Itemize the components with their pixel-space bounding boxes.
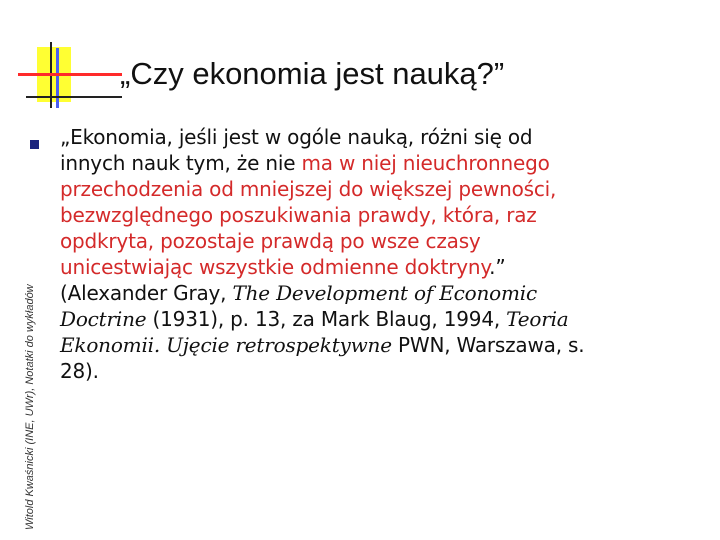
quote-highlight: unicestwiając wszystkie odmienne doktryny [60, 255, 490, 279]
book-title: The Development of Economic [232, 281, 537, 305]
quote-line [60, 176, 715, 202]
quote-line [60, 332, 715, 358]
quote-highlight: opdkryta, pozostaje prawdą po wsze czasy [60, 229, 481, 253]
quote-text: (Alexander Gray, [60, 281, 233, 305]
quote-line [60, 358, 715, 384]
bullet-square-icon [30, 140, 39, 149]
slide-title: „Czy ekonomia jest nauką?” [120, 56, 505, 91]
quote-line [60, 254, 715, 280]
book-title: Doctrine [60, 307, 147, 331]
decor-horizontal-line [26, 96, 122, 98]
quote-line [60, 124, 715, 150]
sidebar-credit: Witold Kwaśnicki (INE, UWr), Notatki do wykładów [24, 284, 36, 530]
quote-text: „Ekonomia, jeśli jest w ogóle nauką, różni się od [60, 125, 533, 149]
quote-text: 28). [60, 359, 99, 383]
quote-line [60, 306, 715, 332]
quote-line [60, 202, 715, 228]
decor-red-line [18, 73, 122, 76]
quote-text: (1931), p. 13, za Mark Blaug, 1994, [146, 307, 507, 331]
book-title: Ekonomii. Ujęcie retrospektywne [60, 333, 392, 357]
quote-highlight: przechodzenia od mniejszej do większej pewności, [60, 177, 557, 201]
decor-blue-line [56, 48, 59, 108]
quote-highlight: bezwzględnego poszukiwania prawdy, która, raz [60, 203, 537, 227]
quote-line [60, 228, 715, 254]
quote-text: PWN, Warszawa, s. [391, 333, 585, 357]
quote-text: innych nauk tym, że nie [60, 151, 302, 175]
book-title: Teoria [506, 307, 569, 331]
quote-text: .” [489, 255, 506, 279]
quote-line [60, 280, 715, 306]
quote-line [60, 150, 715, 176]
quote-highlight: ma w niej nieuchronnego [301, 151, 550, 175]
quote-body [60, 124, 715, 384]
